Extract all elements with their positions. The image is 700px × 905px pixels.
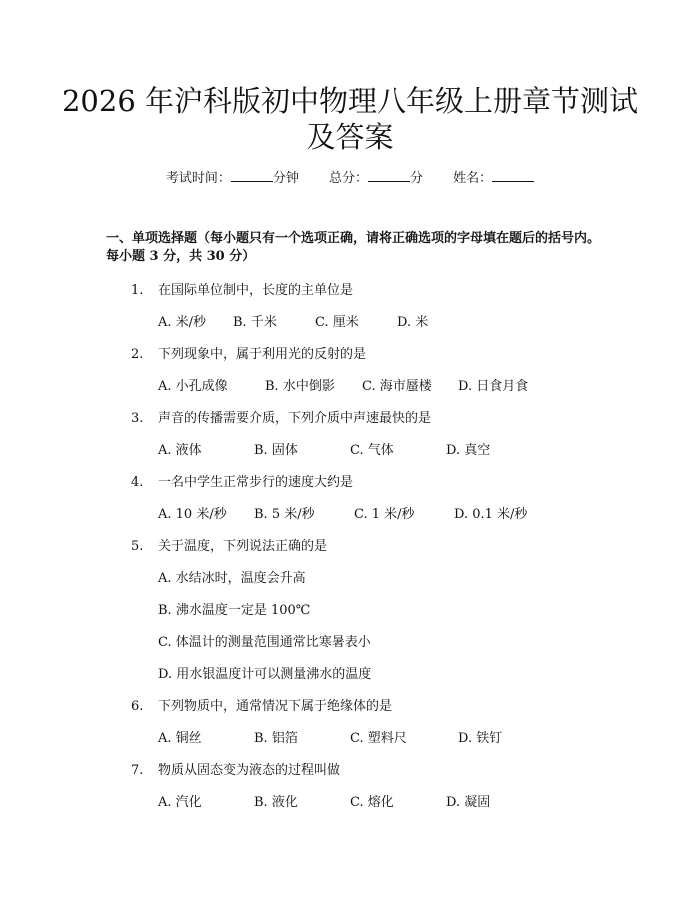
option-d: D. 真空: [446, 443, 491, 458]
option-d: D. 铁钉: [458, 731, 503, 746]
option-c: C. 厘米: [315, 315, 359, 330]
option-d: D. 米: [397, 315, 429, 330]
exam-time-field: [166, 171, 303, 186]
option-a: A. 小孔成像: [158, 379, 228, 394]
exam-time-blank: [231, 169, 273, 182]
option-d: D. 日食月食: [458, 379, 529, 394]
question-1-options: [158, 314, 428, 332]
option-a: A. 液体: [158, 443, 202, 458]
question-4: [131, 474, 353, 492]
question-number: 1.: [131, 283, 144, 298]
question-number: 7.: [131, 763, 144, 778]
question-number: 4.: [131, 475, 144, 490]
option-a: A. 汽化: [158, 795, 202, 810]
question-6: [131, 698, 392, 716]
document-title: 2026 年沪科版初中物理八年级上册章节测试: [61, 84, 639, 118]
question-number: 3.: [131, 411, 144, 426]
total-score-unit: 分: [410, 171, 424, 186]
question-number: 6.: [131, 699, 144, 714]
option-a: A. 米/秒: [158, 315, 207, 330]
option-c: C. 1 米/秒: [354, 507, 415, 522]
question-6-options: [158, 730, 502, 748]
question-5-option-c: [158, 634, 371, 652]
question-text: 下列物质中，通常情况下属于绝缘体的是: [158, 699, 393, 714]
exam-info-row: [0, 169, 700, 188]
question-5-option-b: [158, 602, 310, 620]
option-b: B. 铝箔: [254, 731, 298, 746]
question-text: 在国际单位制中，长度的主单位是: [158, 283, 354, 298]
question-text: 下列现象中，属于利用光的反射的是: [158, 347, 367, 362]
student-name-label: 姓名：: [453, 171, 493, 186]
question-number: 5.: [131, 539, 144, 554]
exam-time-unit: 分钟: [272, 171, 299, 186]
option-d: D. 0.1 米/秒: [454, 507, 528, 522]
option-a: A. 铜丝: [158, 731, 202, 746]
option-b: B. 液化: [254, 795, 298, 810]
total-score-label: 总分：: [328, 171, 368, 186]
document-title-continued: 及答案: [306, 120, 394, 154]
total-score-blank: [368, 169, 410, 182]
option-c: C. 海市蜃楼: [362, 379, 432, 394]
question-7: [131, 762, 340, 780]
question-2-options: [158, 378, 528, 396]
option-c: C. 塑料尺: [350, 731, 407, 746]
question-4-options: [158, 506, 527, 524]
question-3-options: [158, 442, 490, 460]
question-2: [131, 346, 366, 364]
question-number: 2.: [131, 347, 144, 362]
question-7-options: [158, 794, 490, 812]
student-name-field: [453, 171, 534, 186]
option-b: B. 5 米/秒: [254, 507, 315, 522]
total-score-field: [329, 171, 427, 186]
question-text: 物质从固态变为液态的过程叫做: [158, 763, 341, 778]
option-b: B. 水中倒影: [265, 379, 335, 394]
section-heading: 一、单项选择题（每小题只有一个选项正确，请将正确选项的字母填在题后的括号内。每小题 3 分，共 30 分）: [106, 231, 601, 264]
option-d: D. 用水银温度计可以测量沸水的温度: [158, 667, 372, 682]
option-b: B. 固体: [254, 443, 298, 458]
option-c: C. 体温计的测量范围通常比寒暑表小: [158, 635, 371, 650]
option-b: B. 千米: [233, 315, 277, 330]
question-text: 关于温度，下列说法正确的是: [158, 539, 328, 554]
exam-time-label: 考试时间：: [165, 171, 231, 186]
question-5: [131, 538, 327, 556]
option-d: D. 凝固: [446, 795, 491, 810]
question-5-option-a: [158, 570, 306, 588]
option-a: A. 10 米/秒: [158, 507, 227, 522]
option-c: C. 熔化: [350, 795, 394, 810]
question-text: 一名中学生正常步行的速度大约是: [158, 475, 354, 490]
question-3: [131, 410, 431, 428]
question-5-option-d: [158, 666, 371, 684]
option-a: A. 水结冰时，温度会升高: [158, 571, 306, 586]
question-1: [131, 282, 353, 300]
student-name-blank: [492, 169, 534, 182]
option-c: C. 气体: [350, 443, 394, 458]
question-text: 声音的传播需要介质，下列介质中声速最快的是: [158, 411, 432, 426]
option-b: B. 沸水温度一定是 100℃: [158, 603, 311, 618]
